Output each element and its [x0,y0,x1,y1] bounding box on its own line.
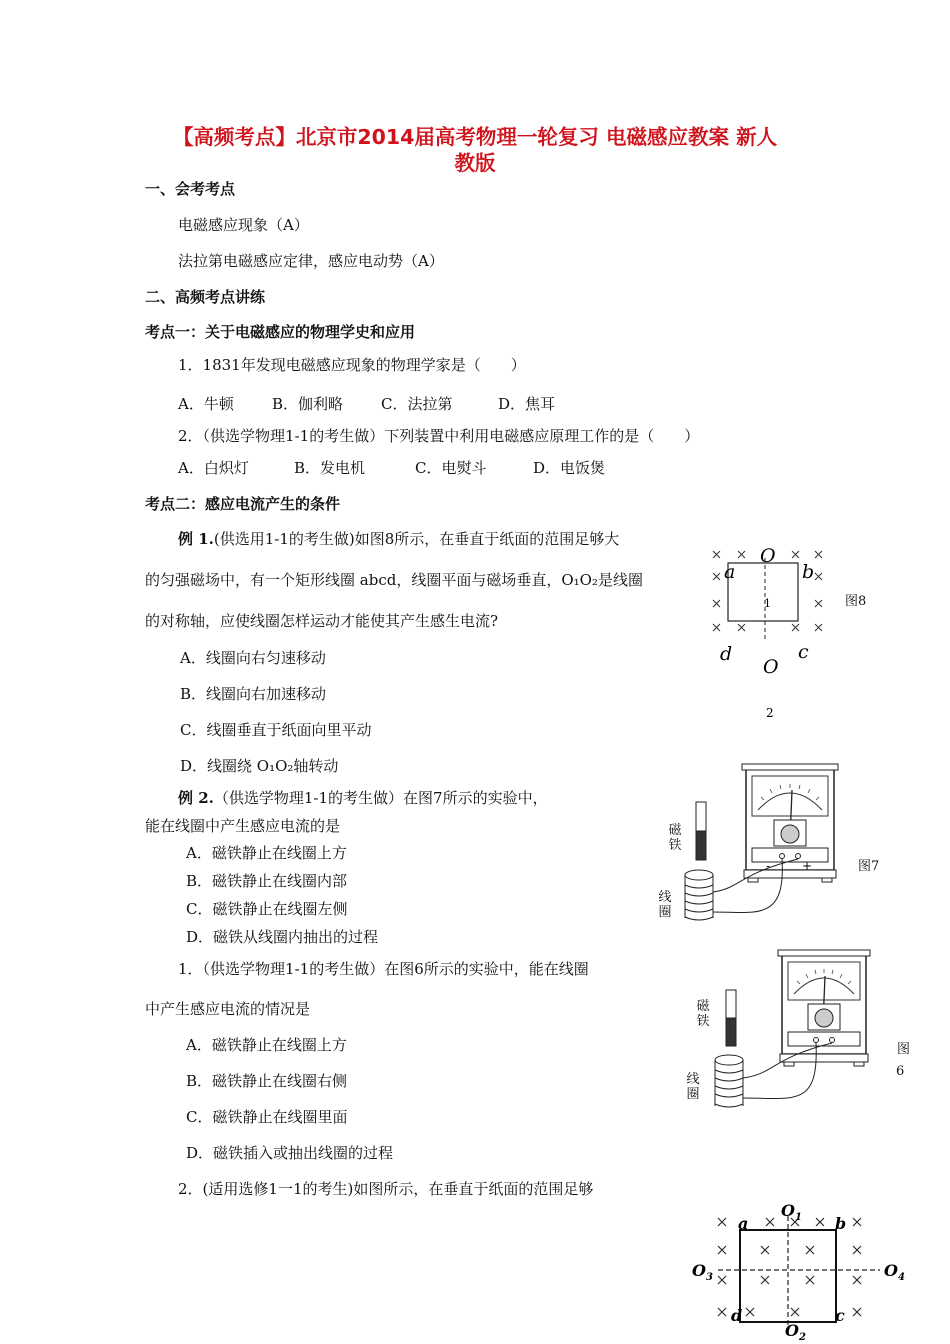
example1-line-3: 的对称轴，应使线圈怎样运动才能使其产生感生电流? [145,612,499,630]
fig6-galvanometer [778,950,870,1066]
example1-option-a: A．线圈向右匀速移动 [180,649,326,667]
point1-q2-option-a: A．白炽灯 [178,459,249,477]
fig6-magnet [726,990,736,1046]
figure-8 [700,540,900,725]
fig-last-label-d: d [731,1306,743,1325]
point1-q1-option-d: D．焦耳 [498,395,556,413]
fig7-galvanometer [742,764,838,882]
example2-option-c: C．磁铁静止在线圈左侧 [186,900,348,918]
fig-last-label-o2: $O_2$ [785,1321,806,1342]
example1-label: 例 1. [178,530,214,548]
point1-q2-option-b: B．发电机 [294,459,366,477]
example2-option-a: A．磁铁静止在线圈上方 [186,844,347,862]
fig-last-label-o1: $O_1$ [781,1201,802,1223]
fig7-coil-label: 线圈 [658,890,672,920]
question1-option-b: B．磁铁静止在线圈右侧 [186,1072,348,1090]
document-title [130,124,820,176]
fig8-label-b: b [802,561,815,583]
figure-8-caption: 图8 [845,594,867,609]
fig-last-label-o3: $O_3$ [692,1261,713,1283]
example1-option-b: B．线圈向右加速移动 [180,685,327,703]
point1-question-1: 1．1831年发现电磁感应现象的物理学家是（ ） [178,356,526,374]
title-line-2: 教版 [454,151,496,175]
fig6-coil-label: 线圈 [686,1072,700,1102]
section2-heading: 二、高频考点讲练 [145,288,266,306]
point1-q2-option-c: C．电熨斗 [415,459,487,477]
point1-q1-option-a: A．牛顿 [178,395,234,413]
figure-7 [676,762,846,937]
section1-heading: 一、会考考点 [145,180,236,198]
figure-6-caption-2: 6 [896,1064,905,1079]
example2-text-1: （供选学物理1-1的考生做）在图7所示的实验中， [213,789,548,807]
example2-option-b: B．磁铁静止在线圈内部 [186,872,348,890]
question1-line-2: 中产生感应电流的情况是 [145,1000,311,1018]
point1-q2-option-d: D．电饭煲 [533,459,606,477]
point1-q1-option-b: B．伽利略 [272,395,344,413]
section1-item-1: 电磁感应现象（A） [178,216,309,234]
fig8-label-d: d [720,643,733,665]
figure-6 [704,948,874,1118]
point1-q1-option-c: C．法拉第 [381,395,453,413]
question1-line-1: 1．（供选学物理1-1的考生做）在图6所示的实验中，能在线圈 [178,960,589,978]
example2-option-d: D．磁铁从线圈内抽出的过程 [186,928,379,946]
example1-option-d: D．线圈绕 O₁O₂轴转动 [180,757,339,775]
title-line-1: 【高频考点】北京市2014届高考物理一轮复习 电磁感应教案 新人 [172,125,778,149]
example1-text-1: (供选用1-1的考生做)如图8所示，在垂直于纸面的范围足够大 [213,530,620,548]
example2-line-2: 能在线圈中产生感应电流的是 [145,817,341,835]
section1-item-2: 法拉第电磁感应定律，感应电动势（A） [178,252,444,270]
example2-line-1 [178,787,548,808]
example1-option-c: C．线圈垂直于纸面向里平动 [180,721,372,739]
figure-coil-axes [688,1196,910,1342]
figure-7-caption: 图7 [858,859,880,874]
point2-heading: 考点二：感应电流产生的条件 [145,495,341,513]
fig-last-label-b: b [835,1214,847,1233]
question1-option-d: D．磁铁插入或抽出线圈的过程 [186,1144,394,1162]
example2-label: 例 2. [178,789,214,807]
example1-line-2: 的匀强磁场中，有一个矩形线圈 abcd，线圈平面与磁场垂直，O₁O₂是线圈 [145,571,643,589]
fig8-label-2: 2 [766,706,774,720]
fig8-label-o-bottom: O [763,656,779,678]
question1-option-a: A．磁铁静止在线圈上方 [186,1036,347,1054]
fig-last-label-c: c [835,1306,845,1325]
fig-last-label-o4: $O_4$ [884,1261,905,1283]
point1-heading: 考点一：关于电磁感应的物理学史和应用 [145,323,416,341]
question2-line-1: 2．(适用选修1一1的考生)如图所示，在垂直于纸面的范围足够 [178,1180,594,1198]
fig8-label-a: a [724,561,736,583]
fig8-label-1: 1 [764,597,771,610]
fig8-label-o-top: O [760,545,776,567]
example1-line-1 [178,528,619,549]
fig7-plus: + [802,859,813,873]
fig7-minus: - [766,859,771,873]
fig7-magnet-label: 磁铁 [668,823,682,853]
fig8-label-c: c [798,641,809,663]
fig-last-label-a: a [738,1214,749,1233]
coil-rectangle [728,563,798,621]
figure-6-caption-1: 图 [897,1042,911,1057]
question1-option-c: C．磁铁静止在线圈里面 [186,1108,348,1126]
fig7-magnet [696,802,706,860]
point1-question-2: 2．（供选学物理1-1的考生做）下列装置中利用电磁感应原理工作的是（ ） [178,427,700,445]
fig6-magnet-label: 磁铁 [696,999,710,1029]
